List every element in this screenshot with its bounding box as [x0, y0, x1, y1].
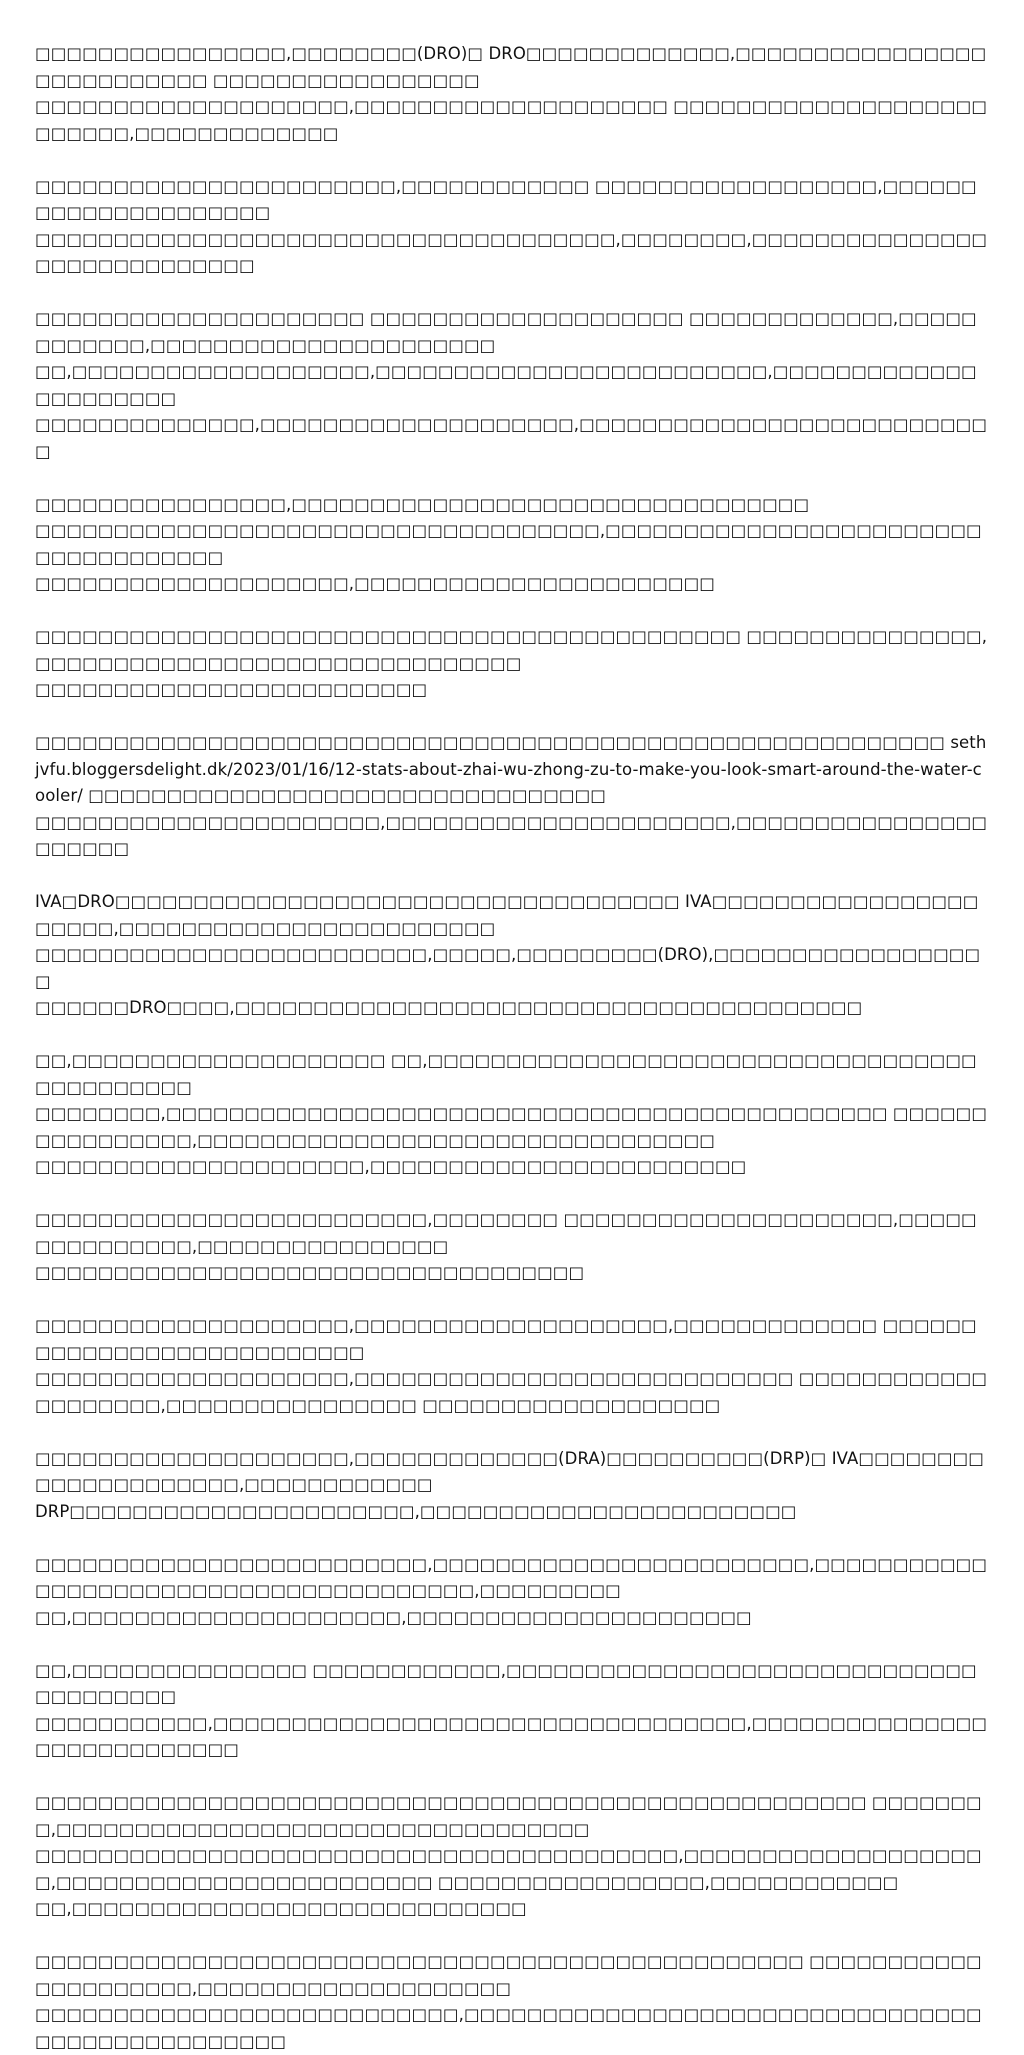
paragraph-2: □□□□□□□□□□□□□□□□□□□□□□□,□□□□□□□□□□□□ □□□□□□□□□□□□□□□□□□,□□□□□□□□□□□□□□□□□□□□□ □□□□□□□□□□□□□□□□□□□□□□□□□□□□□□□□□□□□□,□□□□□□□□,□□□□□□□□□□□□□□□□□□□□□□□□□□□□□	[35, 176, 988, 275]
paragraph-8: □□,□□□□□□□□□□□□□□□□□□□□ □□,□□□□□□□□□□□□□□□□□□□□□□□□□□□□□□□□□□□□□□□□□□□□□ □□□□□□□□,□□□□□□□□□□□□□□□□□□□□□□□□□□□□□□□□□□□□□□□□□□□□□□ □□□□□□□□□□□□□□□□,□□□□□□□□□□□□□□□□□□□□□□□□□□□□□□□□□ □□□□□□□□□□□□□□□□□□□□□,□□□□□□□□□□□□□□□□□□□□□□□□	[35, 1051, 988, 1176]
paragraph-7: IVA□DRO□□□□□□□□□□□□□□□□□□□□□□□□□□□□□□□□□□□□ IVA□□□□□□□□□□□□□□□□□□□□□□,□□□□□□□□□□□□□□□□□□□□□□□□ □□□□□□□□□□□□□□□□□□□□□□□□□,□□□□□,□□□□□□□□□(DRO),□□□□□□□□□□□□□□□□□□ □□□□□□DRO□□□□,□□□□□□□□□□□□□□□□□□□□□□□□□□□□□□□□□□□□□□□□	[35, 892, 981, 1017]
paragraph-9: □□□□□□□□□□□□□□□□□□□□□□□□□,□□□□□□□□ □□□□□□□□□□□□□□□□□□□□□,□□□□□□□□□□□□□□□,□□□□□□□□□□□□□□□□ □□□□□□□□□□□□□□□□□□□□□□□□□□□□□□□□□□□	[35, 1210, 977, 1282]
paragraph-12: □□□□□□□□□□□□□□□□□□□□□□□□□,□□□□□□□□□□□□□□□□□□□□□□□□,□□□□□□□□□□□ □□□□□□□□□□□□□□□□□□□□□□□□□□□□,□□□□□□□□□ □□,□□□□□□□□□□□□□□□□□□□□□,□□□□□□□□□□□□□□□□□□□□□□	[35, 1554, 988, 1627]
paragraph-10: □□□□□□□□□□□□□□□□□□□□,□□□□□□□□□□□□□□□□□□□□,□□□□□□□□□□□□□ □□□□□□□□□□□□□□□□□□□□□□□□□□□ □□□□□□□□□□□□□□□□□□□□,□□□□□□□□□□□□□□□□□□□□□□□□□□□□ □□□□□□□□□□□□□□□□□□□□,□□□□□□□□□□□□□□□□ □□□□□□□□□□□□□□□□□□□	[35, 1316, 988, 1415]
paragraph-4: □□□□□□□□□□□□□□□□,□□□□□□□□□□□□□□□□□□□□□□□□□□□□□□□□□ □□□□□□□□□□□□□□□□□□□□□□□□□□□□□□□□□□□□,□□□□□□□□□□□□□□□□□□□□□□□□□□□□□□□□□□□□ □□□□□□□□□□□□□□□□□□□□,□□□□□□□□□□□□□□□□□□□□□□□	[35, 494, 982, 593]
paragraph-13: □□,□□□□□□□□□□□□□□□ □□□□□□□□□□□□,□□□□□□□□□□□□□□□□□□□□□□□□□□□□□□□□□□□□□□□ □□□□□□□□□□□,□□□□□□□□□□□□□□□□□□□□□□□□□□□□□□□□□□,□□□□□□□□□□□□□□□□□□□□□□□□□□□□	[35, 1660, 988, 1759]
paragraph-11: □□□□□□□□□□□□□□□□□□□□,□□□□□□□□□□□□□(DRA)□□□□□□□□□□(DRP)□ IVA□□□□□□□□□□□□□□□□□□□□□,□□□□□□□□□□□□ DRP□□□□□□□□□□□□□□□□□□□□□□,□□□□□□□□□□□□□□□□□□□□□□□□	[35, 1448, 984, 1521]
paragraph-14: □□□□□□□□□□□□□□□□□□□□□□□□□□□□□□□□□□□□□□□□□□□□□□□□□□□□□ □□□□□□□□,□□□□□□□□□□□□□□□□□□□□□□□□□□□□□□□□□□ □□□□□□□□□□□□□□□□□□□□□□□□□□□□□□□□□□□□□□□□□,□□□□□□□□□□□□□□□□□□□□,□□□□□□□□□□□□□□□□□□□□□□□□ □□□□□□□□□□□□□□□□□,□□□□□□□□□□□□ □□,□□□□□□□□□□□□□□□□□□□□□□□□□□□□□	[35, 1793, 982, 1918]
paragraph-15: □□□□□□□□□□□□□□□□□□□□□□□□□□□□□□□□□□□□□□□□□□□□□□□□□ □□□□□□□□□□□□□□□□□□□□□,□□□□□□□□□□□□□□□□□□□□ □□□□□□□□□□□□□□□□□□□□□□□□□□□,□□□□□□□□□□□□□□□□□□□□□□□□□□□□□□□□□□□□□□□□□□□□□□□□□	[35, 1952, 982, 2051]
paragraph-1: □□□□□□□□□□□□□□□□,□□□□□□□□(DRO)□ DRO□□□□□□□□□□□□□,□□□□□□□□□□□□□□□□□□□□□□□□□□□ □□□□□□□□□□□□□□□□□ □□□□□□□□□□□□□□□□□□□□,□□□□□□□□□□□□□□□□□□□□ □□□□□□□□□□□□□□□□□□□□□□□□□□,□□□□□□□□□□□□□	[35, 44, 988, 143]
paragraph-3: □□□□□□□□□□□□□□□□□□□□□ □□□□□□□□□□□□□□□□□□□□ □□□□□□□□□□□□□,□□□□□□□□□□□□,□□□□□□□□□□□□□□□□□□□□□□ □□,□□□□□□□□□□□□□□□□□□□,□□□□□□□□□□□□□□□□□□□□□□□□□,□□□□□□□□□□□□□□□□□□□□□□ □□□□□□□□□□□□□□,□□□□□□□□□□□□□□□□□□□□,□□□□□□□□□□□□□□□□□□□□□□□□□□□	[35, 309, 988, 461]
paragraph-5: □□□□□□□□□□□□□□□□□□□□□□□□□□□□□□□□□□□□□□□□□□□□□ □□□□□□□□□□□□□□□,□□□□□□□□□□□□□□□□□□□□□□□□□□□□□□□ □□□□□□□□□□□□□□□□□□□□□□□□□	[35, 627, 988, 699]
paragraph-6-with-url: □□□□□□□□□□□□□□□□□□□□□□□□□□□□□□□□□□□□□□□□□□□□□□□□□□□□□□□□□□ sethjvfu.bloggersdelight.dk/2023/01/16/12-stats-about-zhai-wu-zhong-zu-to-make-you-look-smart-around-the-water-cooler/ □□□□□□□□□□□□□□□□□□□□□□□□□□□□□□□□□ □□□□□□□□□□□□□□□□□□□□□□,□□□□□□□□□□□□□□□□□□□□□□,□□□□□□□□□□□□□□□□□□□□□□	[35, 733, 988, 858]
